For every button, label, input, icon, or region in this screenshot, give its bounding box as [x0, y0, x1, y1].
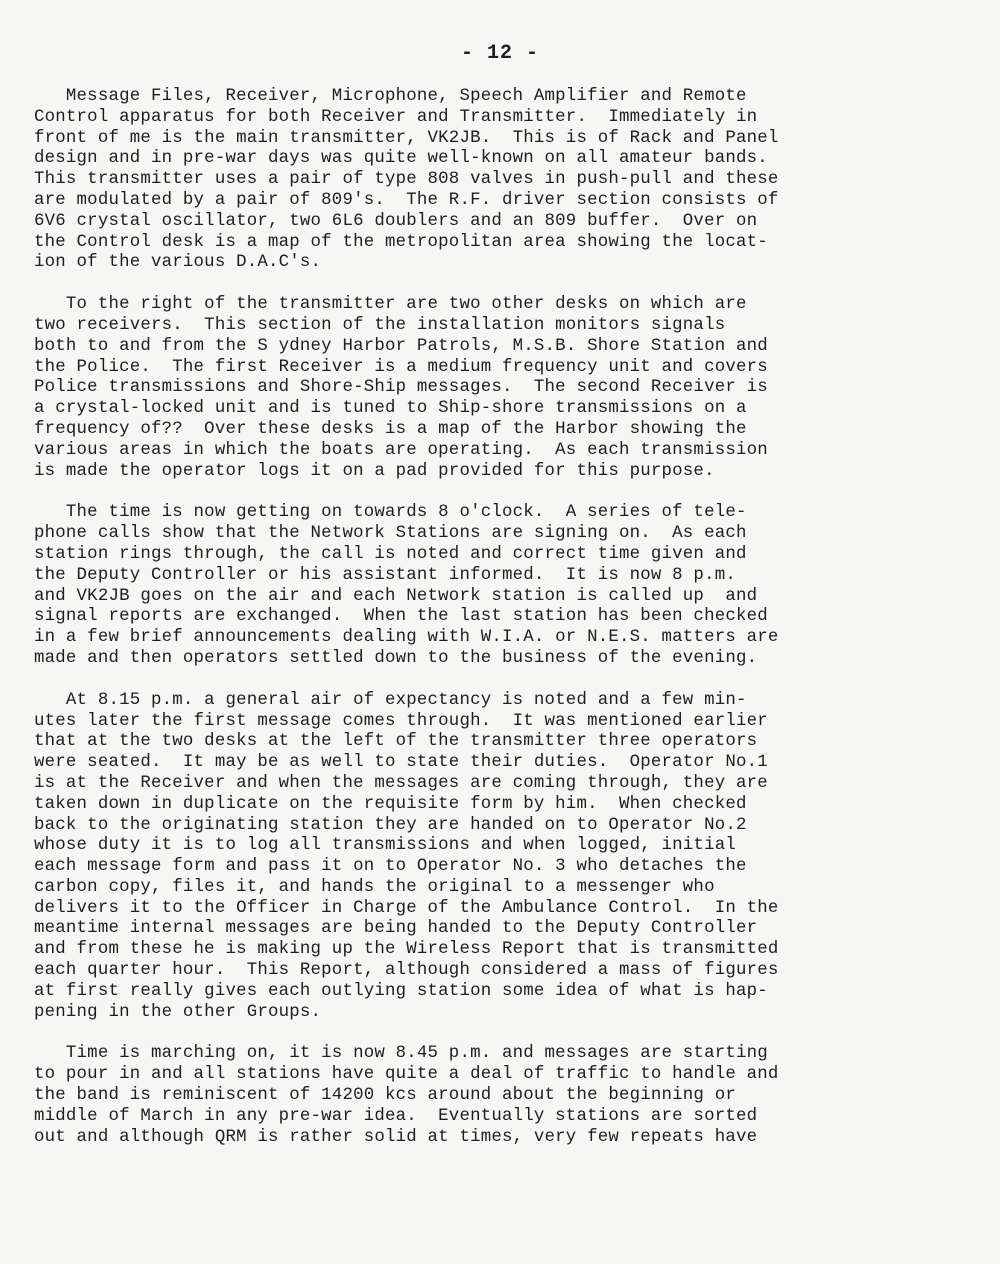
paragraph-4	[34, 691, 904, 1024]
text-line: made and then operators settled down to the business of the evening.	[34, 648, 758, 668]
text-line: each message form and pass it on to Operator No. 3 who detaches the	[34, 857, 747, 877]
text-line: both to and from the S ydney Harbor Patrols, M.S.B. Shore Station and	[34, 336, 768, 356]
text-line: taken down in duplicate on the requisite form by him. When checked	[34, 794, 747, 814]
text-line: meantime internal messages are being handed to the Deputy Controller	[34, 919, 758, 939]
text-line: various areas in which the boats are operating. As each transmission	[34, 440, 768, 460]
text-line: to pour in and all stations have quite a deal of traffic to handle and	[34, 1065, 779, 1085]
text-line: Control apparatus for both Receiver and Transmitter. Immediately in	[34, 107, 758, 127]
text-line: each quarter hour. This Report, although considered a mass of figures	[34, 961, 779, 981]
text-line: back to the originating station they are handed on to Operator No.2	[34, 815, 747, 835]
page-number: - 12 -	[460, 42, 539, 65]
text-line: were seated. It may be as well to state their duties. Operator No.1	[34, 753, 768, 773]
paragraph-2	[34, 295, 904, 482]
text-line: that at the two desks at the left of the transmitter three operators	[34, 732, 758, 752]
text-line: Message Files, Receiver, Microphone, Speech Amplifier and Remote	[34, 87, 747, 106]
text-line: two receivers. This section of the installation monitors signals	[34, 315, 726, 335]
text-line: pening in the other Groups.	[34, 1002, 322, 1022]
text-line: Police transmissions and Shore-Ship messages. The second Receiver is	[34, 378, 768, 398]
text-line: Time is marching on, it is now 8.45 p.m. and messages are starting	[34, 1044, 768, 1064]
text-line: station rings through, the call is noted and correct time given and	[34, 544, 747, 564]
text-line: a crystal-locked unit and is tuned to Ship-shore transmissions on a	[34, 399, 747, 419]
text-line: phone calls show that the Network Stations are signing on. As each	[34, 524, 747, 544]
text-line: whose duty it is to log all transmissions and when logged, initial	[34, 836, 736, 856]
text-line: frequency of?? Over these desks is a map of the Harbor showing the	[34, 419, 747, 439]
text-line: middle of March in any pre-war idea. Eventually stations are sorted	[34, 1106, 758, 1126]
text-line: This transmitter uses a pair of type 808 valves in push-pull and these	[34, 170, 779, 190]
text-line: the Control desk is a map of the metropolitan area showing the locat-	[34, 232, 768, 252]
paragraph-3	[34, 503, 904, 669]
text-line: ion of the various D.A.C's.	[34, 253, 322, 273]
text-line: the Police. The first Receiver is a medium frequency unit and covers	[34, 357, 768, 377]
body-text	[34, 87, 904, 1169]
text-line: The time is now getting on towards 8 o'clock. A series of tele-	[34, 503, 747, 523]
text-line: front of me is the main transmitter, VK2JB. This is of Rack and Panel	[34, 128, 779, 148]
text-line: signal reports are exchanged. When the last station has been checked	[34, 607, 768, 627]
text-line: delivers it to the Officer in Charge of the Ambulance Control. In the	[34, 898, 779, 918]
text-line: carbon copy, files it, and hands the original to a messenger who	[34, 877, 715, 897]
text-line: At 8.15 p.m. a general air of expectancy is noted and a few min-	[34, 690, 747, 710]
text-line: is at the Receiver and when the messages are coming through, they are	[34, 773, 768, 793]
text-line: the Deputy Controller or his assistant informed. It is now 8 p.m.	[34, 565, 736, 585]
paragraph-5	[34, 1044, 904, 1148]
text-line: utes later the first message comes through. It was mentioned earlier	[34, 711, 768, 731]
text-line: in a few brief announcements dealing with W.I.A. or N.E.S. matters are	[34, 628, 779, 648]
text-line: 6V6 crystal oscillator, two 6L6 doublers and an 809 buffer. Over on	[34, 211, 758, 231]
text-line: To the right of the transmitter are two other desks on which are	[34, 295, 747, 315]
paragraph-1	[34, 87, 904, 274]
text-line: and VK2JB goes on the air and each Network station is called up and	[34, 586, 758, 606]
text-line: the band is reminiscent of 14200 kcs around about the beginning or	[34, 1086, 736, 1106]
text-line: out and although QRM is rather solid at times, very few repeats have	[34, 1127, 758, 1147]
text-line: is made the operator logs it on a pad provided for this purpose.	[34, 461, 715, 481]
text-line: and from these he is making up the Wireless Report that is transmitted	[34, 940, 779, 960]
text-line: at first really gives each outlying station some idea of what is hap-	[34, 981, 768, 1001]
text-line: are modulated by a pair of 809's. The R.F. driver section consists of	[34, 190, 779, 210]
text-line: design and in pre-war days was quite well-known on all amateur bands.	[34, 149, 768, 169]
